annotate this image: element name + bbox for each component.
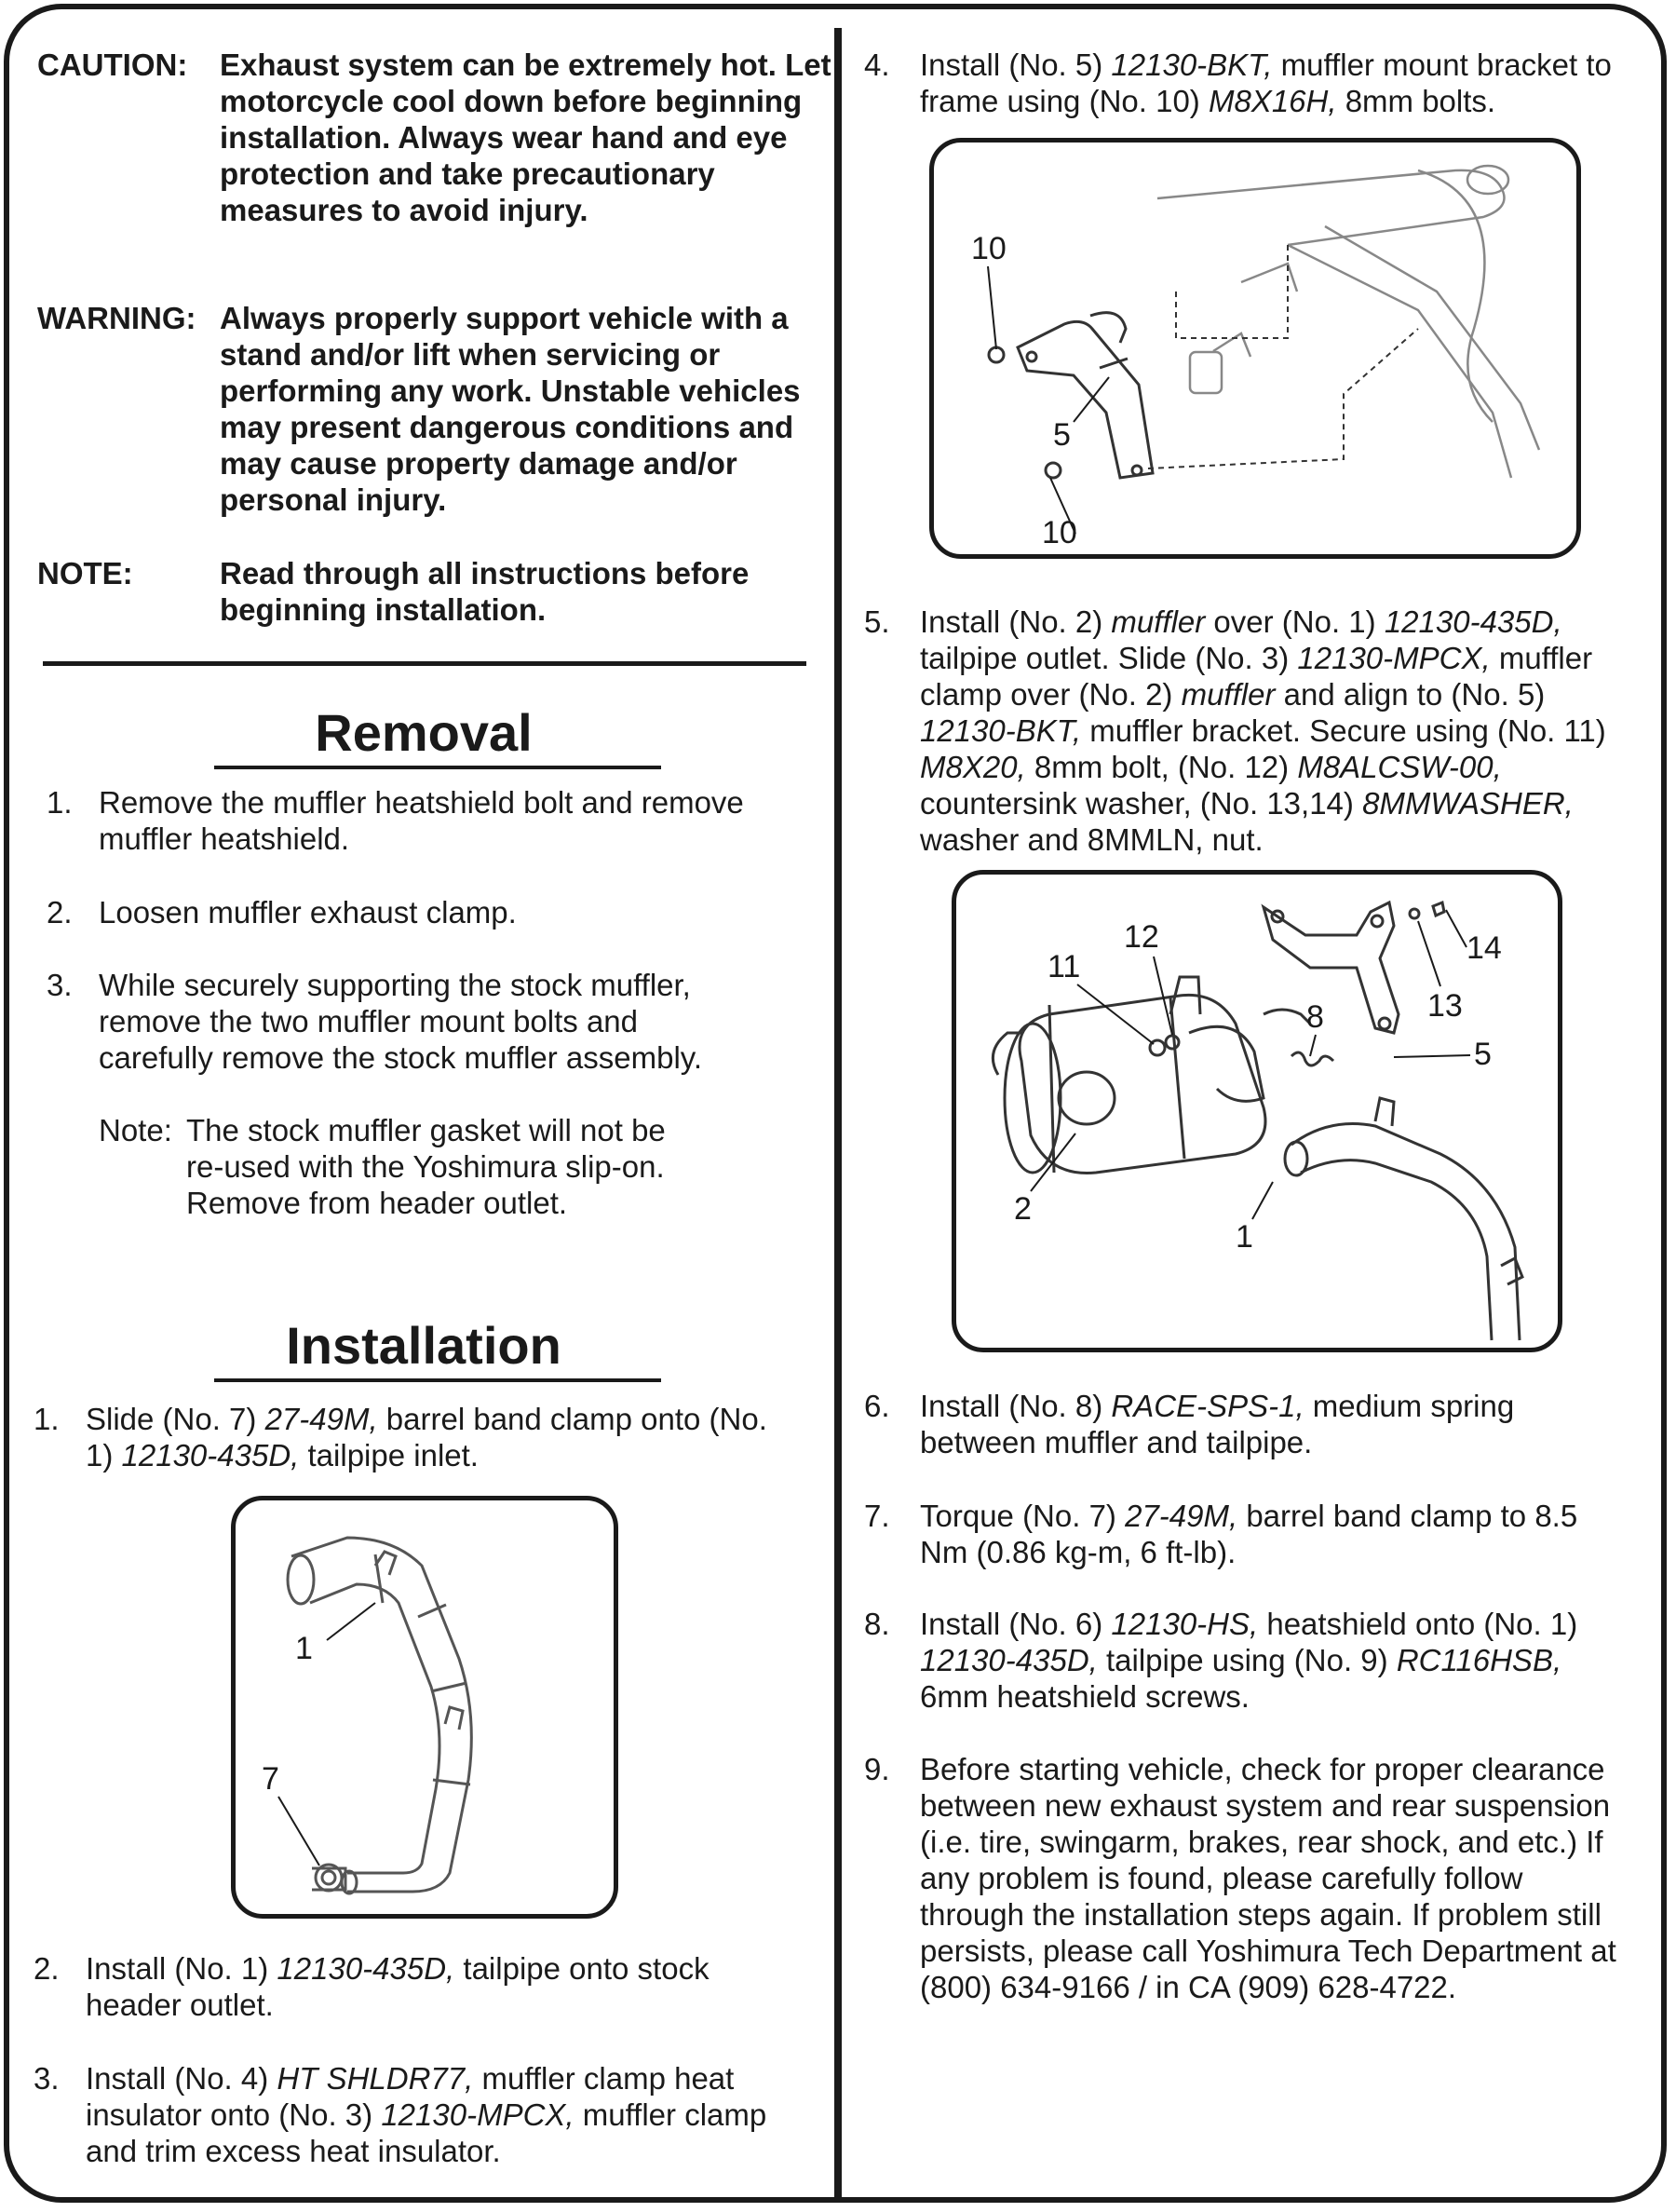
warning-label: WARNING: [37,301,196,335]
removal-heading: Removal [315,703,533,762]
installation-underline [214,1378,661,1382]
tailpipe-illustration [236,1500,623,1923]
callout-10-top: 10 [971,231,1007,266]
callout-10-bottom: 10 [1042,515,1077,550]
section-rule [43,661,806,666]
callout-12: 12 [1124,919,1159,955]
bracket-illustration [934,142,1586,563]
caution-label: CAUTION: [37,47,188,82]
note-label: NOTE: [37,556,133,590]
callout-13: 13 [1427,988,1463,1024]
callout-5: 5 [1053,417,1071,453]
warning-text: Always properly support vehicle with a stand and/or lift when servicing or performing any work. Unstable vehicles may present dangerous conditions and may cause property damage and/or personal injury. [220,301,801,517]
figure-tailpipe-clamp [231,1496,618,1919]
callout-1: 1 [1236,1219,1253,1255]
callout-14: 14 [1466,930,1502,966]
figure-muffler-bracket [929,138,1581,559]
callout-11: 11 [1048,949,1081,984]
callout-1: 1 [295,1631,313,1666]
column-divider [834,28,842,2198]
installation-heading: Installation [286,1316,561,1375]
muffler-illustration [956,875,1567,1357]
callout-8: 8 [1306,999,1324,1035]
note-text: Read through all instructions before beginning installation. [220,556,750,627]
callout-5: 5 [1474,1037,1492,1072]
callout-2: 2 [1014,1191,1032,1227]
caution-text: Exhaust system can be extremely hot. Let motorcycle cool down before beginning installation. Always wear hand and eye protection and take precautionary measures to avoid injury. [220,47,831,227]
callout-7: 7 [262,1761,279,1797]
removal-underline [214,766,661,769]
figure-muffler-assembly [952,870,1562,1352]
